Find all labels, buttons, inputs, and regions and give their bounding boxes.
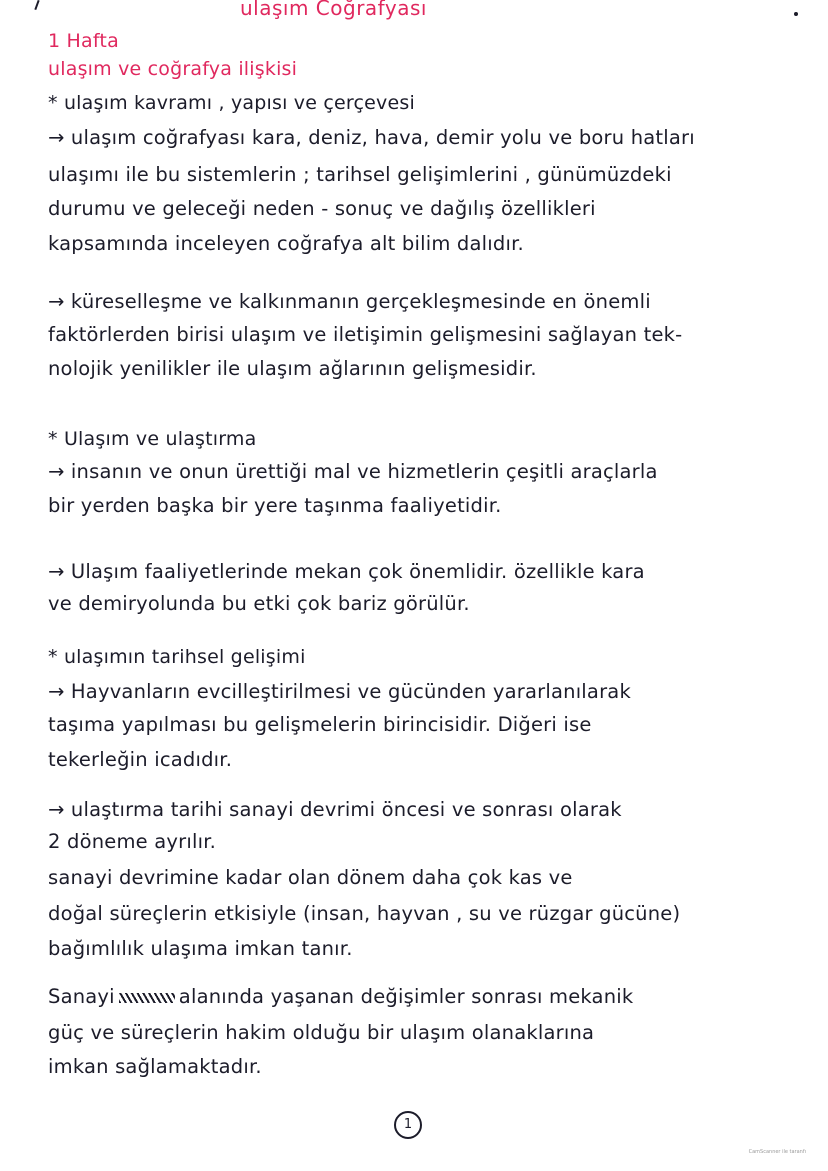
- page-title: ulaşım Coğrafyası: [240, 0, 427, 20]
- text-line: → ulaşım coğrafyası kara, deniz, hava, demir yolu ve boru hatları: [48, 126, 695, 149]
- text-line: sanayi devrimine kadar olan dönem daha çok kas ve: [48, 866, 573, 889]
- week-label: 1 Hafta: [48, 30, 119, 52]
- text-line: kapsamında inceleyen coğrafya alt bilim dalıdır.: [48, 232, 524, 255]
- text-line: ulaşımı ile bu sistemlerin ; tarihsel gelişimlerini , günümüzdeki: [48, 163, 672, 186]
- ink-dot: [794, 12, 798, 16]
- text-line: ve demiryolunda bu etki çok bariz görülür.: [48, 592, 470, 615]
- text-line-with-strikeout: [48, 985, 633, 1008]
- text-fragment: alanında yaşanan değişimler sonrası mekanik: [178, 985, 634, 1008]
- text-line: imkan sağlamaktadır.: [48, 1055, 262, 1078]
- text-line: doğal süreçlerin etkisiyle (insan, hayvan , su ve rüzgar gücüne): [48, 902, 681, 925]
- text-line: → Hayvanların evcilleştirilmesi ve gücünden yararlanılarak: [48, 680, 631, 703]
- pen-mark: [34, 0, 39, 10]
- crossed-out-word: [119, 993, 175, 1003]
- text-fragment: Sanayi: [48, 985, 115, 1008]
- text-line: → ulaştırma tarihi sanayi devrimi öncesi ve sonrası olarak: [48, 798, 622, 821]
- topic-heading: * ulaşımın tarihsel gelişimi: [48, 646, 306, 668]
- text-line: tekerleğin icadıdır.: [48, 748, 233, 771]
- page-number: 1: [394, 1111, 422, 1139]
- text-line: 2 döneme ayrılır.: [48, 830, 217, 853]
- text-line: faktörlerden birisi ulaşım ve iletişimin gelişmesini sağlayan tek-: [48, 323, 683, 346]
- scanner-watermark: CamScanner ile taranfı: [748, 1149, 806, 1155]
- text-line: bağımlılık ulaşıma imkan tanır.: [48, 937, 353, 960]
- section-heading: ulaşım ve coğrafya ilişkisi: [48, 58, 298, 80]
- text-line: → Ulaşım faaliyetlerinde mekan çok önemlidir. özellikle kara: [48, 560, 645, 583]
- text-line: → küreselleşme ve kalkınmanın gerçekleşmesinde en önemli: [48, 290, 651, 313]
- text-line: bir yerden başka bir yere taşınma faaliyetidir.: [48, 494, 502, 517]
- text-line: taşıma yapılması bu gelişmelerin birincisidir. Diğeri ise: [48, 713, 592, 736]
- text-line: güç ve süreçlerin hakim olduğu bir ulaşım olanaklarına: [48, 1021, 595, 1044]
- topic-heading: * ulaşım kavramı , yapısı ve çerçevesi: [48, 92, 415, 114]
- text-line: → insanın ve onun ürettiği mal ve hizmetlerin çeşitli araçlarla: [48, 460, 658, 483]
- text-line: durumu ve geleceği neden - sonuç ve dağılış özellikleri: [48, 197, 596, 220]
- topic-heading: * Ulaşım ve ulaştırma: [48, 428, 257, 450]
- text-line: nolojik yenilikler ile ulaşım ağlarının gelişmesidir.: [48, 357, 537, 380]
